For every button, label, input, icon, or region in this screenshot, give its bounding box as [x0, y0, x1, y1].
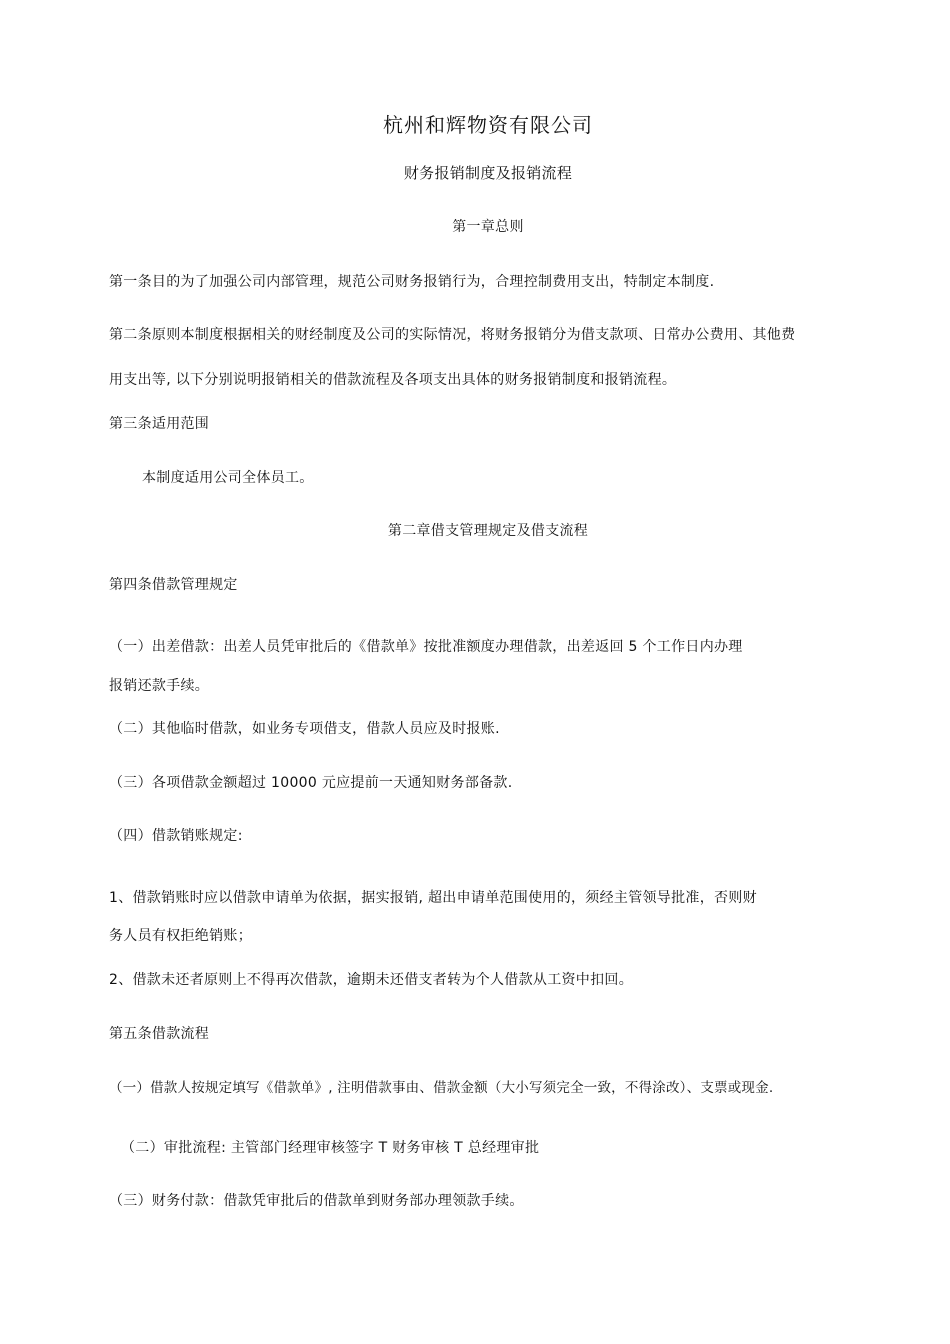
- article-4-item-1-line-2: 报销还款手续。: [109, 678, 210, 694]
- article-4-heading: 第四条借款管理规定: [109, 577, 238, 593]
- repayment-rule-1-line-2: 务人员有权拒绝销账；: [109, 928, 252, 944]
- document-subtitle: 财务报销制度及报销流程: [403, 164, 573, 182]
- article-2-text-line-2: 用支出等, 以下分别说明报销相关的借款流程及各项支出具体的财务报销制度和报销流程。: [109, 372, 677, 388]
- article-1-text: 第一条目的为了加强公司内部管理，规范公司财务报销行为，合理控制费用支出，特制定本制度.: [109, 274, 715, 290]
- article-4-item-4: （四）借款销账规定:: [109, 828, 243, 844]
- article-4-item-3: （三）各项借款金额超过 10000 元应提前一天通知财务部备款.: [109, 775, 513, 791]
- article-5-flow-2: （二）审批流程: 主管部门经理审核签字 T 财务审核 T 总经理审批: [121, 1140, 540, 1156]
- article-5-flow-3: （三）财务付款：借款凭审批后的借款单到财务部办理领款手续。: [109, 1193, 524, 1209]
- repayment-rule-1-line-1: 1、借款销账时应以借款申请单为依据，据实报销, 超出申请单范围使用的，须经主管领导批准，否则财: [109, 890, 757, 906]
- article-3-heading: 第三条适用范围: [109, 416, 210, 432]
- article-5-flow-1: （一）借款人按规定填写《借款单》, 注明借款事由、借款金额（大小写须完全一致，不得涂改）、支票或现金.: [109, 1080, 774, 1096]
- article-5-heading: 第五条借款流程: [109, 1026, 210, 1042]
- chapter-2-heading: 第二章借支管理规定及借支流程: [387, 523, 589, 539]
- article-3-text: 本制度适用公司全体员工。: [142, 470, 314, 486]
- article-4-item-2: （二）其他临时借款，如业务专项借支，借款人员应及时报账.: [109, 721, 500, 737]
- chapter-1-heading: 第一章总则: [452, 219, 524, 235]
- repayment-rule-2: 2、借款未还者原则上不得再次借款，逾期未还借支者转为个人借款从工资中扣回。: [109, 972, 634, 988]
- company-title: 杭州和辉物资有限公司: [383, 113, 593, 137]
- article-4-item-1-line-1: （一）出差借款：出差人员凭审批后的《借款单》按批准额度办理借款，出差返回 5 个工作日内办理: [109, 639, 743, 655]
- article-2-text-line-1: 第二条原则本制度根据相关的财经制度及公司的实际情况，将财务报销分为借支款项、日常办公费用、其他费: [109, 327, 796, 343]
